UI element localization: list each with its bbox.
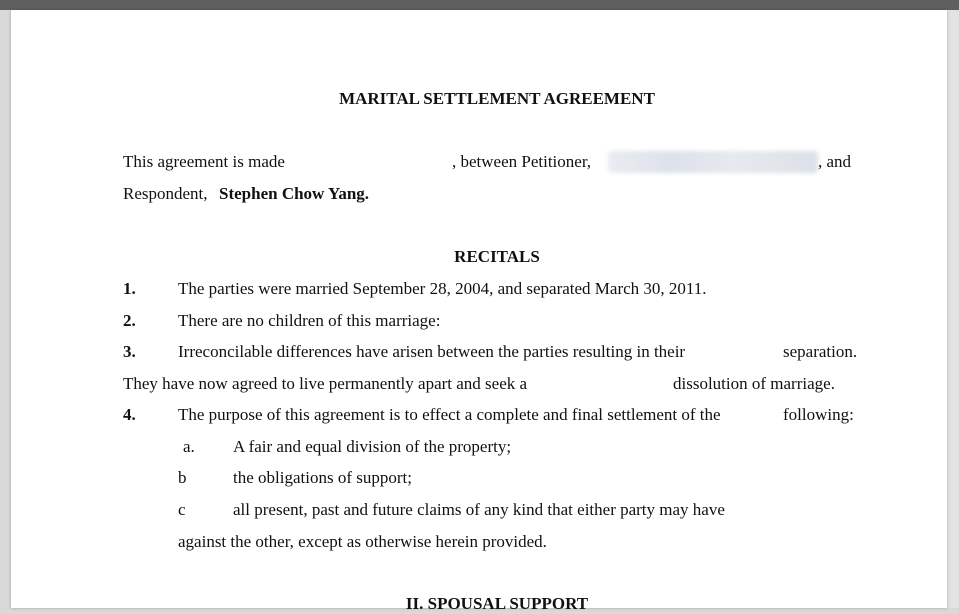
recital-text-4: The purpose of this agreement is to effect a complete and final settlement of the	[178, 405, 721, 424]
recital-continuation-b: dissolution of marriage.	[673, 374, 835, 393]
recitals-heading: RECITALS	[454, 247, 540, 266]
respondent-name: Stephen Chow Yang.	[219, 184, 370, 203]
subitem-letter-b: b	[178, 468, 187, 487]
section-heading-spousal-support: II. SPOUSAL SUPPORT	[405, 594, 589, 613]
recital-text-4-tail: following:	[783, 405, 854, 424]
subitem-letter-c: c	[178, 500, 186, 519]
intro-text-2: , between Petitioner,	[452, 152, 592, 171]
recital-text-2: There are no children of this marriage:	[178, 311, 441, 330]
subitem-text-b: the obligations of support;	[233, 468, 412, 487]
document-title: MARITAL SETTLEMENT AGREEMENT	[339, 89, 655, 108]
subitem-text-a: A fair and equal division of the property;	[233, 437, 512, 456]
redacted-petitioner-name	[608, 151, 818, 173]
viewer-top-bar	[0, 0, 959, 10]
subitem-text-c: all present, past and future claims of any kind that either party may have	[233, 500, 725, 519]
recital-number-4: 4.	[123, 405, 136, 424]
document-page	[11, 10, 947, 613]
recital-text-3-tail: separation.	[783, 342, 858, 361]
intro-text-1: This agreement is made	[123, 152, 285, 171]
subitem-continuation: against the other, except as otherwise herein provided.	[178, 532, 547, 551]
recital-text-1: The parties were married September 28, 2004, and separated March 30, 2011.	[178, 279, 707, 298]
intro-text-3: , and	[818, 152, 852, 171]
recital-continuation-a: They have now agreed to live permanently apart and seek a	[123, 374, 528, 393]
intro-line2-prefix: Respondent,	[123, 184, 208, 203]
recital-number-2: 2.	[123, 311, 136, 330]
recital-text-3: Irreconcilable differences have arisen between the parties resulting in their	[178, 342, 686, 361]
subitem-letter-a: a.	[183, 437, 195, 456]
recital-number-3: 3.	[123, 342, 136, 361]
recital-number-1: 1.	[123, 279, 136, 298]
